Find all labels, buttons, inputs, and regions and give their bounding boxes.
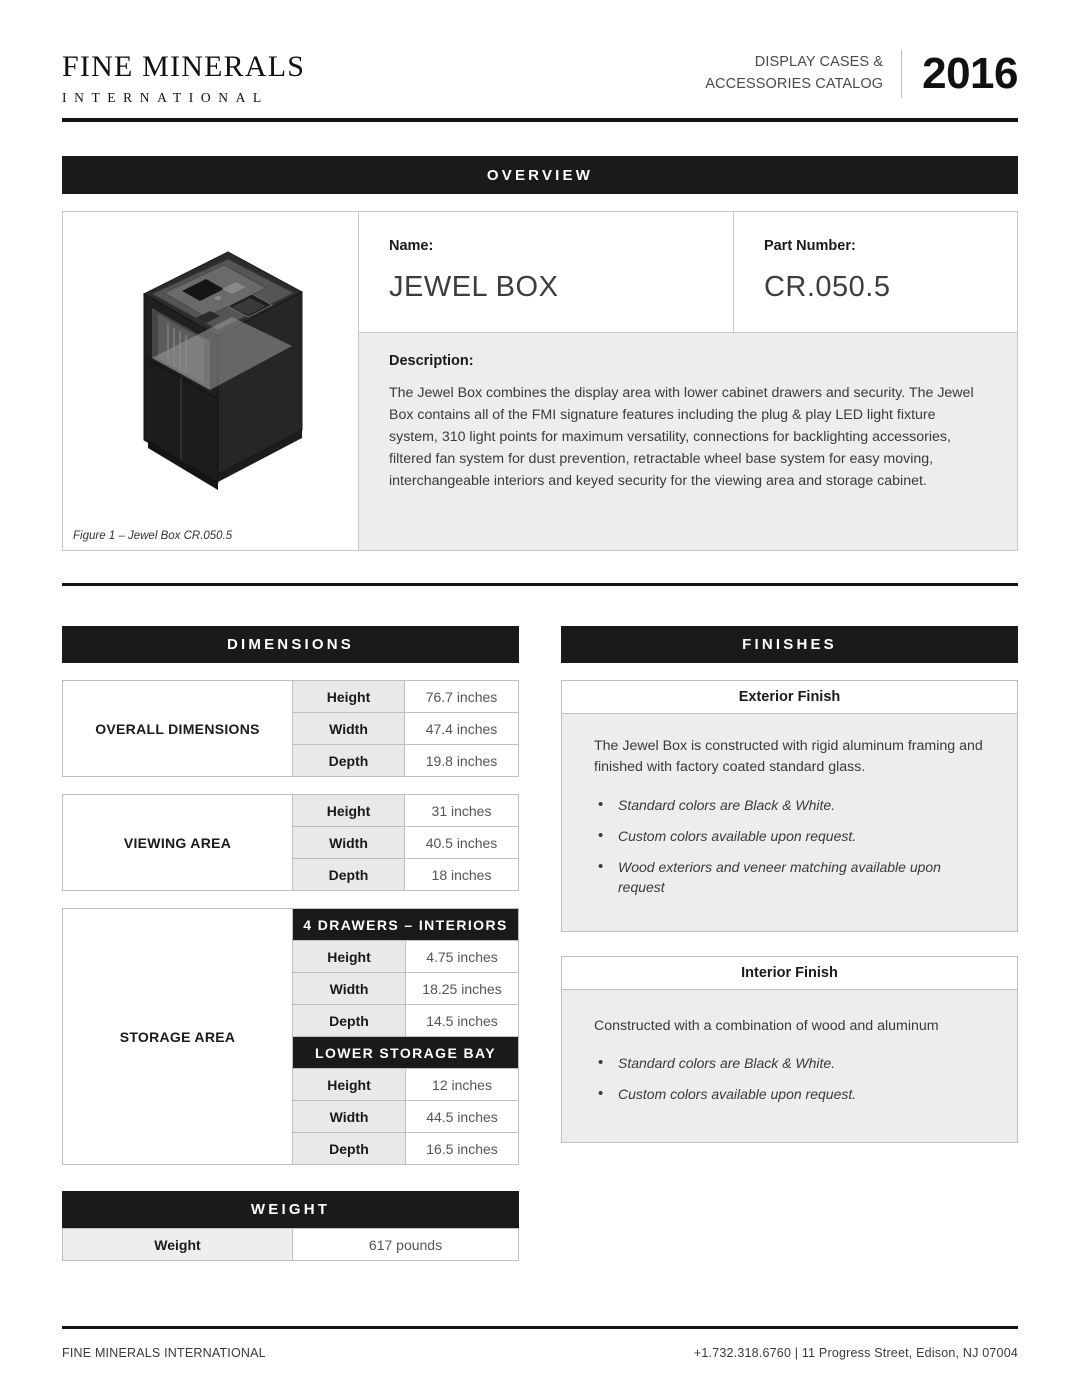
exterior-finish-panel — [561, 680, 1018, 932]
footer-contact-info: +1.732.318.6760 | 11 Progress Street, Edison, NJ 07004 — [693, 1346, 1018, 1360]
product-image — [63, 212, 358, 525]
storage-area-table — [62, 908, 519, 1165]
exterior-finish-bullets — [594, 795, 987, 898]
dimension-key: Depth — [293, 1133, 406, 1165]
dimension-value: 47.4 inches — [405, 713, 519, 745]
lower-bay-subheader: LOWER STORAGE BAY — [293, 1037, 519, 1069]
dimension-value: 19.8 inches — [405, 745, 519, 777]
product-name-value: JEWEL BOX — [389, 271, 559, 303]
exterior-finish-title: Exterior Finish — [561, 680, 1018, 714]
catalog-title-line1: DISPLAY CASES & — [754, 54, 884, 71]
part-number-cell — [734, 211, 1018, 333]
catalog-title-line2: ACCESSORIES CATALOG — [705, 76, 884, 92]
list-item: • Custom colors available upon request. — [594, 1084, 987, 1104]
table-row — [63, 795, 519, 827]
storage-area-label: STORAGE AREA — [63, 909, 293, 1165]
dimension-value: 18.25 inches — [406, 973, 519, 1005]
viewing-area-table — [62, 794, 519, 891]
finishes-section-band: FINISHES — [561, 626, 1018, 663]
dimension-key: Width — [293, 973, 406, 1005]
exterior-finish-intro: The Jewel Box is constructed with rigid aluminum framing and finished with factory coated standard glass. — [594, 738, 983, 776]
list-item: • Standard colors are Black & White. — [594, 795, 987, 815]
table-row — [63, 1229, 519, 1261]
interior-finish-title: Interior Finish — [561, 956, 1018, 990]
dimension-key: Height — [293, 795, 405, 827]
finishes-column — [561, 626, 1018, 1165]
dimension-value: 44.5 inches — [406, 1101, 519, 1133]
part-number-value: CR.050.5 — [763, 271, 891, 303]
catalog-title — [705, 52, 901, 96]
list-item: • Standard colors are Black & White. — [594, 1053, 987, 1073]
section-divider-rule — [62, 583, 1018, 586]
weight-section-band: WEIGHT — [62, 1191, 519, 1228]
footer-rule — [62, 1326, 1018, 1329]
part-number-label: Part Number: — [763, 238, 856, 254]
dimension-key: Height — [293, 1069, 406, 1101]
dimension-key: Width — [293, 713, 405, 745]
dimension-key: Height — [293, 681, 405, 713]
jewel-box-illustration — [106, 234, 316, 504]
product-figure-panel — [62, 211, 359, 551]
dimension-key: Depth — [293, 1005, 406, 1037]
overall-dimensions-table — [62, 680, 519, 777]
dimension-value: 31 inches — [405, 795, 519, 827]
logo-secondary-text: INTERNATIONAL — [62, 90, 269, 105]
description-panel — [359, 333, 1018, 551]
overview-section-band: OVERVIEW — [62, 156, 1018, 194]
dimension-value: 18 inches — [405, 859, 519, 891]
description-label: Description: — [389, 353, 474, 369]
dimension-key: Depth — [293, 859, 405, 891]
dimension-value: 40.5 inches — [405, 827, 519, 859]
viewing-area-label: VIEWING AREA — [63, 795, 293, 891]
catalog-year: 2016 — [922, 49, 1018, 99]
product-name-cell — [359, 211, 734, 333]
dimension-value: 4.75 inches — [406, 941, 519, 973]
dimension-key: Depth — [293, 745, 405, 777]
figure-caption: Figure 1 – Jewel Box CR.050.5 — [73, 530, 233, 542]
table-row — [63, 909, 519, 941]
dimension-value: 12 inches — [406, 1069, 519, 1101]
weight-key: Weight — [63, 1229, 293, 1261]
product-name-label: Name: — [389, 238, 434, 254]
dimension-key: Height — [293, 941, 406, 973]
page-footer — [62, 1346, 1018, 1360]
page-header — [62, 46, 1018, 116]
logo-primary-text: FINE MINERALS — [62, 50, 306, 83]
weight-table — [62, 1228, 519, 1261]
header-catalog-info — [705, 46, 1018, 98]
description-text: The Jewel Box combines the display area with lower cabinet drawers and security. The Jewel Box contains all of the FMI signature features including the plug & play LED light fixture system, 310 light points for maximum versatility, connections for backlighting accessories, filtered fan system for dust prevention, retractable wheel base system for easy moving, interchangeable interiors and keyed security for the viewing area and storage cabinet. — [389, 385, 974, 489]
table-row — [63, 681, 519, 713]
dimension-key: Width — [293, 1101, 406, 1133]
dimension-value: 76.7 inches — [405, 681, 519, 713]
dimension-key: Width — [293, 827, 405, 859]
dimensions-section-band: DIMENSIONS — [62, 626, 519, 663]
interior-finish-intro: Constructed with a combination of wood and aluminum — [594, 1017, 939, 1034]
overview-section — [62, 211, 1018, 551]
footer-company-name: FINE MINERALS INTERNATIONAL — [62, 1346, 266, 1360]
header-vertical-divider — [901, 50, 902, 98]
brand-logo — [62, 46, 305, 105]
interior-finish-panel — [561, 956, 1018, 1143]
dimension-value: 14.5 inches — [406, 1005, 519, 1037]
list-item: • Custom colors available upon request. — [594, 826, 987, 846]
overall-dimensions-label: OVERALL DIMENSIONS — [63, 681, 293, 777]
list-item: • Wood exteriors and veneer matching available upon request — [594, 857, 987, 898]
interior-finish-bullets — [594, 1053, 987, 1105]
weight-value: 617 pounds — [293, 1229, 519, 1261]
dimensions-column — [62, 626, 519, 1261]
dimension-value: 16.5 inches — [406, 1133, 519, 1165]
header-rule — [62, 118, 1018, 122]
drawers-subheader: 4 DRAWERS – INTERIORS — [293, 909, 519, 941]
